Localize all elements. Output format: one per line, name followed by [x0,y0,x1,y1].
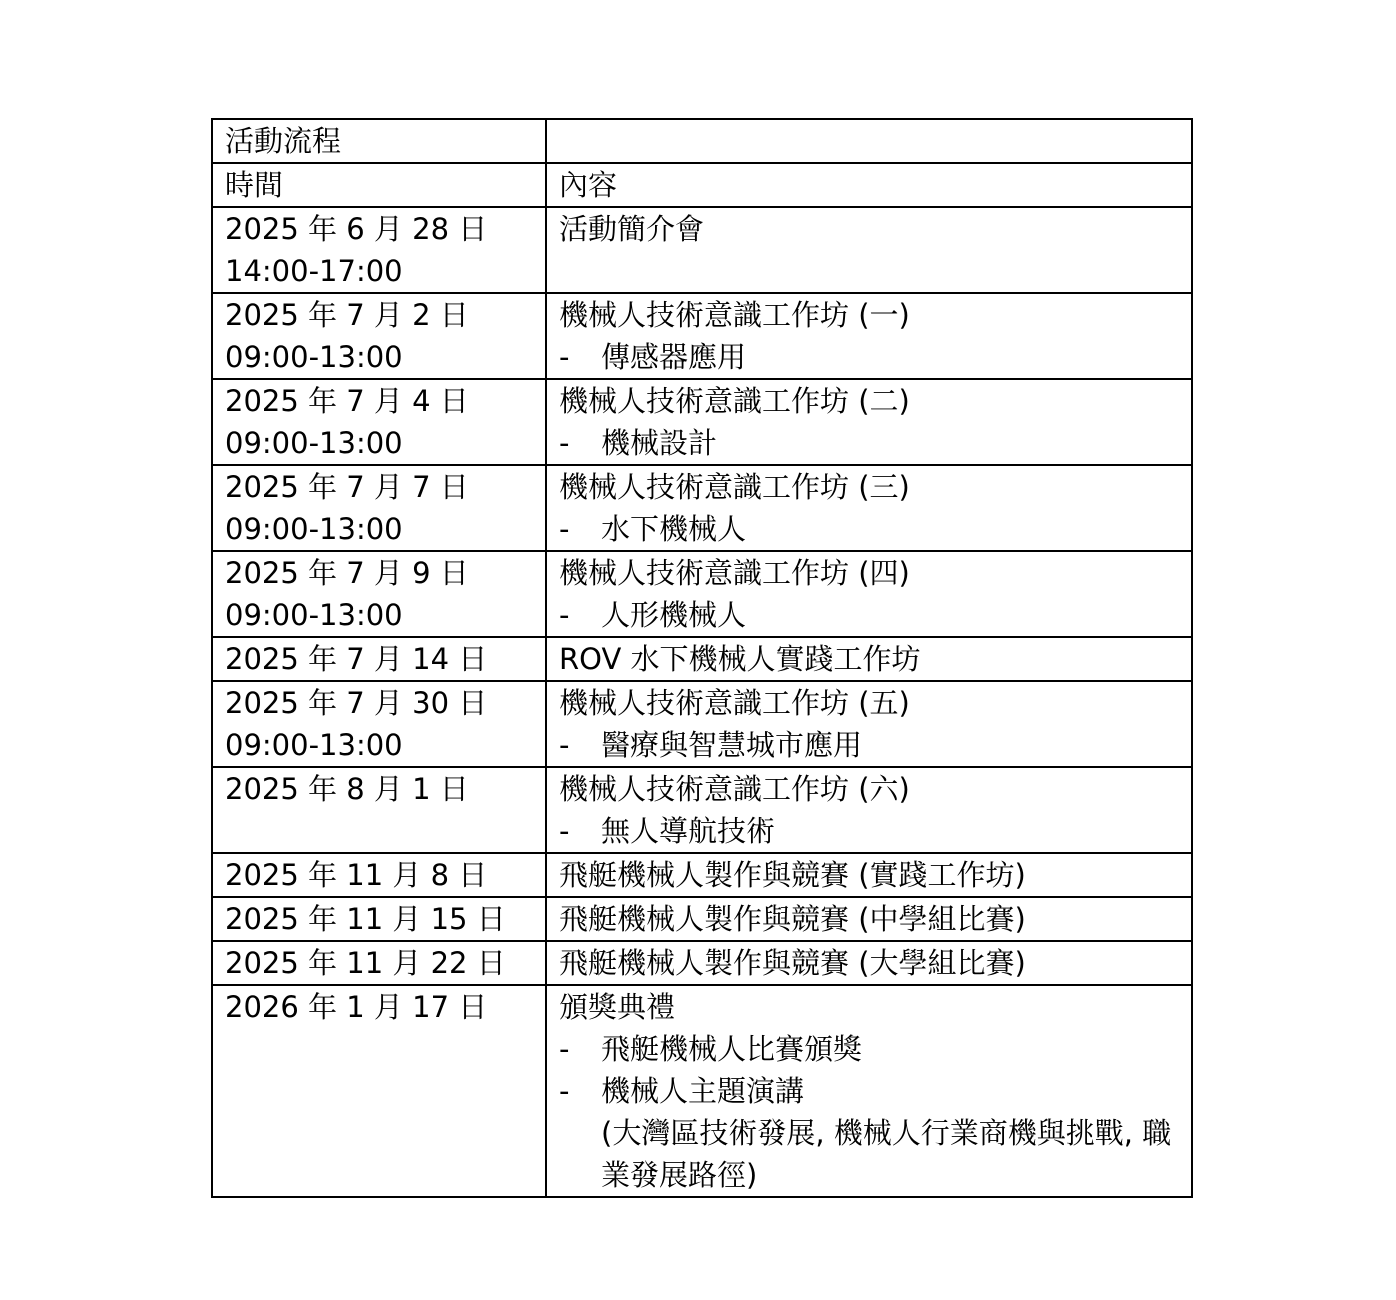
table-row [212,465,1192,551]
event-time: 09:00-13:00 [225,426,403,460]
table-row [212,897,1192,941]
time-cell [212,985,546,1197]
time-cell [212,465,546,551]
bullet-dash: - [559,426,570,460]
content-cell [546,379,1192,465]
event-title: 機械人技術意識工作坊 (四) [559,556,910,590]
time-cell [212,293,546,379]
time-cell [212,379,546,465]
event-item [559,1070,1191,1112]
event-item-text: 水下機械人 [601,512,747,546]
bullet-dash: - [559,728,570,762]
event-date: 2025 年 7 月 7 日 [225,470,469,504]
event-title: 機械人技術意識工作坊 (一) [559,298,910,332]
event-date: 2025 年 8 月 1 日 [225,772,469,806]
table-row [212,293,1192,379]
event-date: 2025 年 11 月 22 日 [225,946,506,980]
event-item [559,724,1191,766]
event-date: 2025 年 6 月 28 日 [225,212,488,246]
event-date: 2025 年 7 月 2 日 [225,298,469,332]
time-cell [212,767,546,853]
content-cell [546,551,1192,637]
table-row [212,637,1192,681]
event-date: 2025 年 11 月 15 日 [225,902,506,936]
event-item-text: 飛艇機械人比賽頒獎 [601,1032,863,1066]
table-row [212,941,1192,985]
event-time: 09:00-13:00 [225,340,403,374]
table-title: 活動流程 [212,119,546,163]
bullet-dash: - [559,340,570,374]
bullet-dash: - [559,1032,570,1066]
event-date: 2025 年 7 月 14 日 [225,642,488,676]
event-date: 2025 年 7 月 4 日 [225,384,469,418]
bullet-dash: - [559,598,570,632]
event-item [559,594,1191,636]
event-title: 頒獎典禮 [559,990,676,1024]
event-time: 09:00-13:00 [225,598,403,632]
table-row [212,379,1192,465]
event-item-text: 機械設計 [601,426,718,460]
event-date: 2026 年 1 月 17 日 [225,990,488,1024]
column-header-content: 內容 [546,163,1192,207]
event-title: 飛艇機械人製作與競賽 (中學組比賽) [559,902,1026,936]
event-item-text: 醫療與智慧城市應用 [601,728,863,762]
event-item-text: 傳感器應用 [601,340,747,374]
time-cell [212,637,546,681]
table-row [212,853,1192,897]
event-title: 飛艇機械人製作與競賽 (實踐工作坊) [559,858,1026,892]
event-date: 2025 年 7 月 9 日 [225,556,469,590]
content-cell [546,941,1192,985]
event-title: 活動簡介會 [559,212,705,246]
table-row [212,551,1192,637]
column-header-time: 時間 [212,163,546,207]
event-title: 飛艇機械人製作與競賽 (大學組比賽) [559,946,1026,980]
table-row [212,767,1192,853]
event-title: 機械人技術意識工作坊 (五) [559,686,910,720]
column-header-row [212,163,1192,207]
event-item [559,336,1191,378]
event-time: 09:00-13:00 [225,728,403,762]
content-cell [546,207,1192,293]
schedule-body [212,207,1192,985]
content-cell [546,465,1192,551]
content-cell [546,985,1192,1197]
content-cell [546,293,1192,379]
event-time: 14:00-17:00 [225,254,403,288]
bullet-dash: - [559,1074,570,1108]
bullet-dash: - [559,814,570,848]
event-item [559,422,1191,464]
time-cell [212,681,546,767]
table-row [212,681,1192,767]
event-title: 機械人技術意識工作坊 (二) [559,384,910,418]
event-title: 機械人技術意識工作坊 (六) [559,772,910,806]
table-title-right [546,119,1192,163]
table-row [212,207,1192,293]
time-cell [212,897,546,941]
event-title: ROV 水下機械人實踐工作坊 [559,642,921,676]
event-date: 2025 年 11 月 8 日 [225,858,488,892]
event-item-text: 機械人主題演講 [601,1074,805,1108]
event-item [559,508,1191,550]
event-item-text: 無人導航技術 [601,814,776,848]
time-cell [212,853,546,897]
time-cell [212,207,546,293]
content-cell [546,853,1192,897]
table-title-row [212,119,1192,163]
event-item-text: 人形機械人 [601,598,747,632]
event-item [559,810,1191,852]
content-cell [546,767,1192,853]
event-item [559,1028,1191,1070]
event-time: 09:00-13:00 [225,512,403,546]
table-row-award [212,985,1192,1197]
bullet-dash: - [559,512,570,546]
time-cell [212,941,546,985]
content-cell [546,897,1192,941]
content-cell [546,637,1192,681]
event-date: 2025 年 7 月 30 日 [225,686,488,720]
schedule-table [211,118,1193,1198]
content-cell [546,681,1192,767]
event-title: 機械人技術意識工作坊 (三) [559,470,910,504]
time-cell [212,551,546,637]
event-note: (大灣區技術發展, 機械人行業商機與挑戰, 職業發展路徑) [601,1116,1172,1192]
